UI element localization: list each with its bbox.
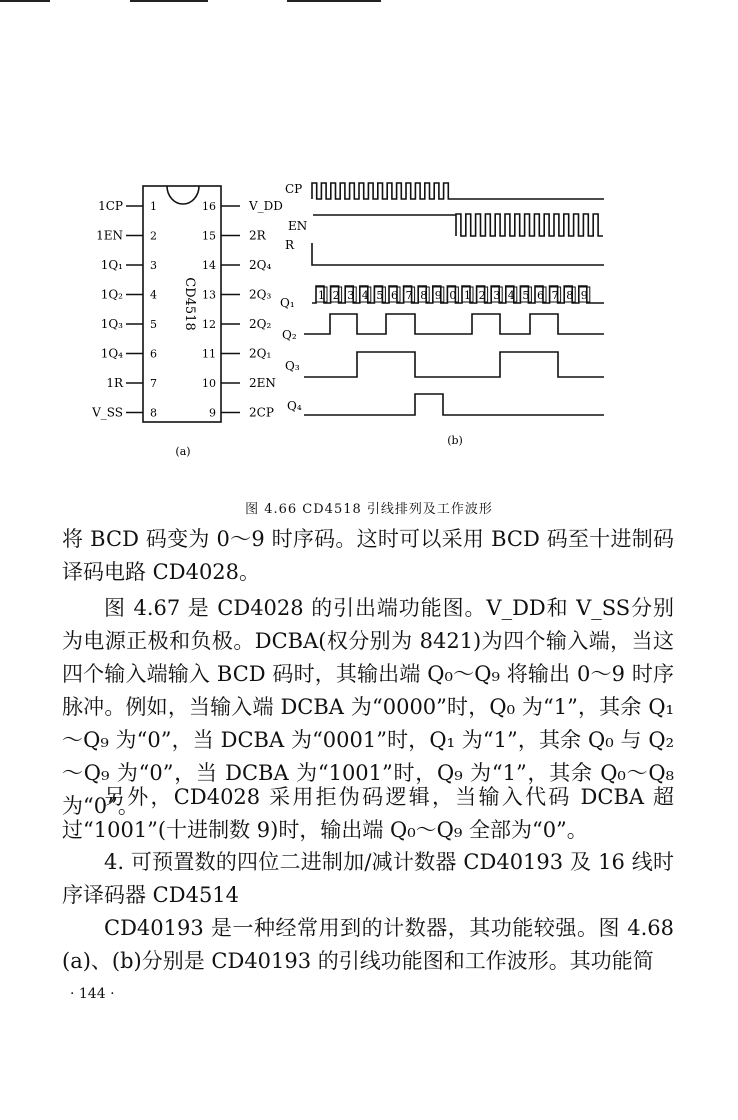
pin-label: 2R bbox=[249, 228, 266, 243]
count-digit: 9 bbox=[580, 289, 588, 302]
paragraph-5: CD40193 是一种经常用到的计数器，其功能较强。图 4.68 (a)、(b)分别是 CD40193 的引线功能图和工作波形。其功能简 bbox=[62, 916, 674, 973]
pinout-diagram bbox=[91, 186, 283, 422]
pin-label: 1CP bbox=[98, 199, 123, 213]
count-digit: 1 bbox=[318, 289, 325, 302]
paragraph-3: 另外，CD4028 采用拒伪码逻辑，当输入代码 DCBA 超过“1001”(十进制数 9)时，输出端 Q₀～Q₉ 全部为“0”。 bbox=[62, 785, 674, 842]
paragraph-2: 图 4.67 是 CD4028 的引出端功能图。V_DD和 V_SS分别为电源正极和负极。DCBA(权分别为 8421)为四个输入端，当这四个输入端输入 BCD 码时，其输出端 Q₀～Q₉ 将输出 0～9 时序脉冲。例如，当输入端 DCBA 为“0000”时，Q₀ 为“1”，其余 Q₁～Q₉ 为“0”，当 DCBA 为“0001”时，Q₁ 为“1”，其余 Q₀ 与 Q₂～Q₉ 为“0”，当 DCBA 为“1001”时，Q₉ 为“1”，其余 Q₀～Q₈ 为“0”。 bbox=[62, 596, 674, 818]
page-number: · 144 · bbox=[70, 986, 115, 1002]
count-digit: 2 bbox=[478, 289, 486, 302]
figure-caption: 图 4.66 CD4518 引线排列及工作波形 bbox=[245, 502, 493, 517]
pin-label: 2EN bbox=[249, 376, 276, 390]
pin-label: V_SS bbox=[92, 405, 123, 420]
pin-number: 8 bbox=[150, 406, 157, 420]
pin-number: 6 bbox=[150, 347, 157, 361]
q3-waveform bbox=[304, 352, 604, 377]
count-digit: 1 bbox=[464, 289, 471, 302]
paragraph-1: 将 BCD 码变为 0～9 时序码。这时可以采用 BCD 码至十进制码译码电路 CD4028。 bbox=[62, 527, 674, 584]
count-digit: 2 bbox=[332, 289, 340, 302]
pin-number: 3 bbox=[150, 259, 157, 272]
count-digit: 9 bbox=[434, 289, 442, 302]
pin-number: 13 bbox=[202, 288, 216, 302]
pin-number: 4 bbox=[150, 288, 157, 302]
count-digit: 8 bbox=[566, 289, 574, 302]
pin-label: 2Q₃ bbox=[249, 287, 272, 302]
pin-number: 16 bbox=[202, 200, 216, 213]
count-digit: 5 bbox=[522, 289, 530, 302]
pin-number: 15 bbox=[202, 229, 216, 243]
figure-4-66 bbox=[0, 0, 738, 470]
pin-label: 1Q₂ bbox=[100, 287, 123, 302]
pin-label: V_DD bbox=[249, 199, 283, 213]
pin-label: 1Q₃ bbox=[100, 317, 123, 331]
label-b: (b) bbox=[447, 434, 463, 447]
en-waveform bbox=[313, 214, 603, 236]
signal-label-q2: Q₂ bbox=[282, 328, 297, 342]
pin-label: 2CP bbox=[249, 405, 274, 420]
pin-number: 2 bbox=[150, 229, 157, 243]
pin-label: 1Q₄ bbox=[100, 346, 123, 361]
count-digit: 3 bbox=[493, 289, 501, 302]
signal-label-q3: Q₃ bbox=[285, 359, 300, 373]
count-digit: 6 bbox=[391, 289, 398, 302]
cp-waveform bbox=[312, 183, 604, 199]
pin-number: 5 bbox=[150, 318, 157, 331]
signal-label-r: R bbox=[285, 238, 295, 252]
signal-label-q1: Q₁ bbox=[280, 296, 295, 310]
pin-number: 12 bbox=[202, 318, 216, 331]
waveform-diagram bbox=[280, 182, 604, 415]
pin-number: 11 bbox=[202, 347, 216, 361]
signal-label-q4: Q₄ bbox=[287, 399, 302, 413]
pin-number: 10 bbox=[202, 377, 216, 390]
pin-number: 9 bbox=[209, 406, 216, 420]
r-waveform bbox=[312, 243, 604, 265]
count-digit: 3 bbox=[347, 289, 355, 302]
count-digit: 5 bbox=[376, 289, 384, 302]
q4-waveform bbox=[304, 394, 604, 415]
count-digit: 0 bbox=[449, 289, 457, 302]
count-digit: 7 bbox=[405, 289, 413, 302]
count-digit: 4 bbox=[507, 289, 515, 302]
pin-label: 1R bbox=[106, 376, 123, 390]
pin-label: 2Q₂ bbox=[249, 317, 272, 331]
count-digit: 6 bbox=[537, 289, 544, 302]
pin-number: 7 bbox=[150, 377, 157, 390]
label-a: (a) bbox=[175, 445, 191, 458]
section-heading: 4. 可预置数的四位二进制加/减计数器 CD40193 及 16 线时序译码器 CD4514 bbox=[62, 850, 674, 907]
signal-label-cp: CP bbox=[285, 182, 303, 196]
pin-number: 14 bbox=[202, 259, 216, 272]
chip-notch bbox=[167, 186, 199, 204]
count-digit: 7 bbox=[551, 289, 559, 302]
count-digit: 4 bbox=[361, 289, 369, 302]
count-digit: 8 bbox=[420, 289, 428, 302]
pin-label: 1Q₁ bbox=[100, 258, 123, 272]
pin-label: 2Q₄ bbox=[249, 258, 272, 272]
pin-label: 1EN bbox=[96, 228, 123, 243]
pin-label: 2Q₁ bbox=[249, 346, 272, 361]
chip-name: CD4518 bbox=[182, 277, 197, 331]
pin-number: 1 bbox=[150, 200, 157, 213]
q2-waveform bbox=[304, 314, 604, 334]
signal-label-en: EN bbox=[288, 219, 308, 233]
